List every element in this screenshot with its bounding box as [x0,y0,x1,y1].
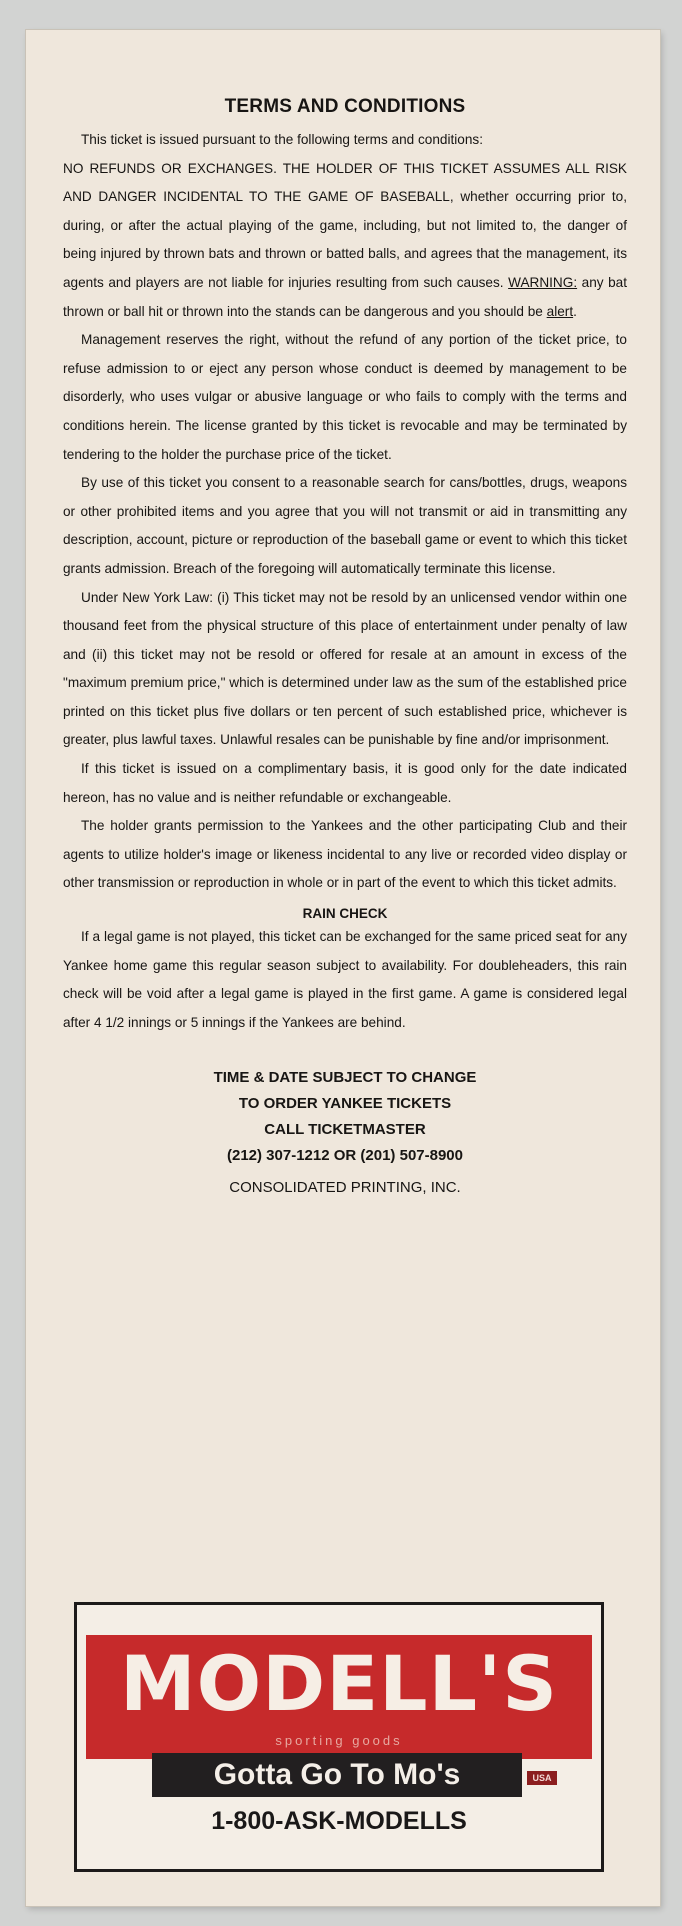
ad-red-banner [86,1635,592,1759]
warning-label: WARNING: [508,274,578,290]
risk-body-text: whether occurring prior to, during, or after the actual playing of the game, including, but not limited to, the danger of being injured by thrown bats and thrown or batted balls, and agrees that the management, its agents and players are not liable for injuries resulting from such causes. [63,189,627,290]
terms-content [63,96,627,1196]
alert-word: alert [546,303,574,319]
ticket-back [26,30,660,1906]
ad-slogan: Gotta Go To Mo's [152,1753,522,1797]
notice-phone: (212) 307-1212 OR (201) 507-8900 [227,1147,463,1165]
usa-badge-icon: USA [527,1771,557,1785]
terms-paragraph-risk: NO REFUNDS OR EXCHANGES. THE HOLDER OF THIS TICKET ASSUMES ALL RISK AND DANGER INCIDENTAL TO THE GAME OF BASEBALL, whether occurring prior to, during, or after the actual playing of the game, including, but not limited to, the danger of being injured by thrown bats and thrown or batted balls, and agrees that the management, its agents and players are not liable for injuries resulting from such causes. WARNING: any bat thrown or ball hit or thrown into the stands can be dangerous and you should be alert. [63,160,628,319]
ticket-notice [63,1065,627,1169]
risk-caps-text: NO REFUNDS OR EXCHANGES. THE HOLDER OF THIS TICKET ASSUMES ALL RISK AND DANGER INCIDENTAL TO THE GAME OF BASEBALL, [63,160,627,205]
terms-paragraph-management: Management reserves the right, without the refund of any portion of the ticket price, to refuse admission to or eject any person whose conduct is deemed by management to be disorderly, who uses vulgar or abusive language or who fails to comply with the terms and conditions herein. The license granted by this ticket is revocable and may be terminated by tendering to the holder the purchase price of the ticket. [63,332,627,462]
modells-logo: MODELL'S [119,1639,559,1728]
notice-line-3: CALL TICKETMASTER [264,1121,426,1139]
modells-advertisement [74,1602,604,1872]
terms-paragraph-likeness: The holder grants permission to the Yankees and the other participating Club and their agents to utilize holder's image or likeness incidental to any live or recorded video display or other transmission or reproduction in whole or in part of the event to which this ticket admits. [63,818,627,891]
printer-credit: CONSOLIDATED PRINTING, INC. [229,1179,461,1197]
terms-paragraph-ny-law: Under New York Law: (i) This ticket may not be resold by an unlicensed vendor within one thousand feet from the physical structure of this place of entertainment under penalty of law and (ii) this ticket may not be resold or offered for resale at an amount in excess of the "maximum premium price," which is determined under law as the sum of the established price printed on this ticket plus five dollars or ten percent of such established price, whichever is greater, plus lawful taxes. Unlawful resales can be punishable by fine and/or imprisonment. [63,589,627,748]
ad-phone-number: 1-800-ASK-MODELLS [211,1807,467,1835]
terms-paragraph-search: By use of this ticket you consent to a reasonable search for cans/bottles, drugs, weapons or other prohibited items and you agree that you will not transmit or aid in transmitting any description, account, picture or reproduction of the baseball game or event to which this ticket grants admission. Breach of the foregoing will automatically terminate this license. [63,475,627,576]
terms-paragraph-complimentary: If this ticket is issued on a complimentary basis, it is good only for the date indicated hereon, has no value and is neither refundable or exchangeable. [63,761,627,805]
notice-line-1: TIME & DATE SUBJECT TO CHANGE [213,1069,477,1087]
terms-heading: TERMS AND CONDITIONS [224,96,466,117]
rain-check-text: If a legal game is not played, this ticket can be exchanged for the same priced seat for any Yankee home game this regular season subject to availability. For doubleheaders, this rain check will be void after a legal game is played in the first game. A game is considered legal after 4 1/2 innings or 5 innings if the Yankees are behind. [63,929,627,1030]
notice-line-2: TO ORDER YANKEE TICKETS [238,1095,452,1113]
rain-check-heading: RAIN CHECK [302,906,388,922]
warning-text: any bat thrown or ball hit or thrown into the stands can be dangerous and you should be [63,274,628,319]
modells-tagline: sporting goods [275,1733,403,1748]
terms-intro: This ticket is issued pursuant to the following terms and conditions: [81,132,483,147]
